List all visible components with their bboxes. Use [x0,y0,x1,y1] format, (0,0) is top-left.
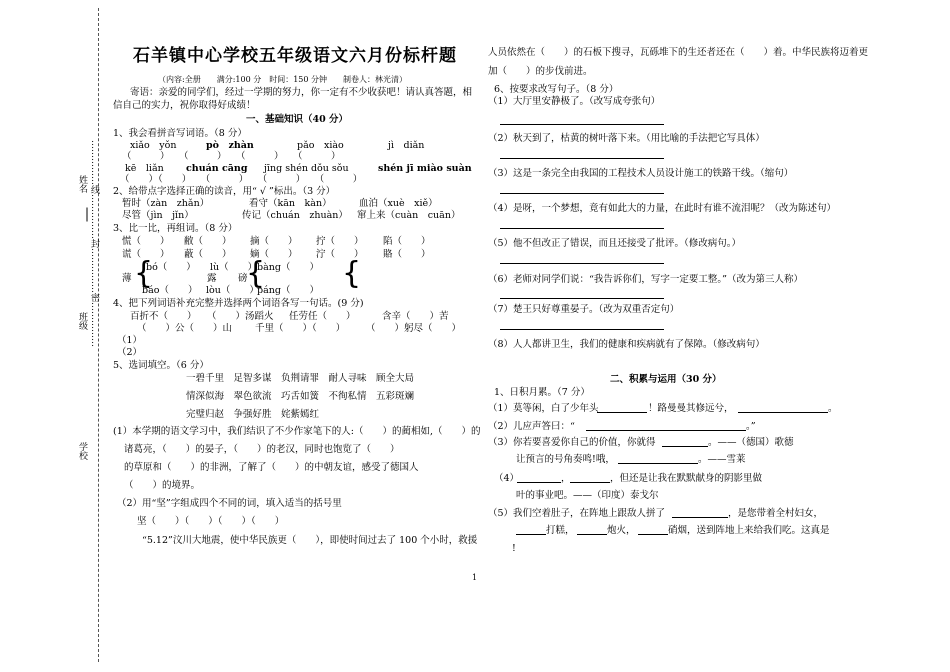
r1-text: ! [512,543,516,554]
fill-blank [662,446,708,447]
q5-paragraph: “5.12”汶川大地震，使中华民族更（ ），即使时间过去了 100 个小时，救援 [142,535,478,546]
q1-pinyin: shén jī miào suàn [378,163,472,174]
q5-jian-brackets: 坚（ ）（ ）（ ）（ ） [137,516,285,527]
class-label: 班级 [77,312,87,330]
fill-blank [618,463,698,464]
seal-text: ……………线……………封……………密…………… [89,140,99,347]
q5-title: 5、选词填空。（6 分） [113,360,209,371]
answer-line [500,124,664,125]
q2-item: 窜上来（cuàn cuān） [357,210,461,221]
q1-pinyin: chuán cāng [186,163,248,174]
q1-pinyin: pò zhàn [206,140,254,151]
q6-item: （6）老师对同学们说：“我告诉你们，写字一定要工整。”（改为第三人称） [488,274,804,285]
r1-text: （5）我们空着肚子，在阵地上跟敌人拼了 [488,508,666,519]
q3-poly-reading: lòu（ ） [206,285,259,296]
q4-item: 任劳任（ ） [289,311,356,322]
r1-text: 炮火， [607,525,636,536]
q3-item: 蔽（ ） [184,249,232,260]
part1-heading: 一、基础知识（40 分） [246,114,349,125]
q3-poly-char: 露 [207,273,217,284]
r1-text: 叶的事业吧。——（印度）泰戈尔 [516,490,659,501]
r1-text: （2）儿应声答曰：“ [488,421,575,432]
q3-item: 摘（ ） [250,236,298,247]
r1-text: ！路曼曼其修远兮， [648,403,734,414]
fill-blank [672,517,728,518]
q6-item: （2）秋天到了，枯黄的树叶落下来。（用比喻的手法把它写具体） [488,133,765,144]
fill-blank [638,534,668,535]
greeting-line-1: 寄语：亲爱的同学们，经过一学期的努力，你一定有不少收获吧！请认真答题，相 [130,87,473,98]
q6-item: （3）这是一条完全由我国的工程技术人员设计施工的铁路干线。（缩句） [488,168,794,179]
q3-item: 慌（ ） [122,236,170,247]
q4-item: （ ）公（ ）山 [137,323,233,334]
page-title: 石羊镇中心学校五年级语文六月份标杆题 [133,46,457,66]
r1-text: 让预言的号角奏鸣!哦， [516,454,615,465]
answer-line [500,228,664,229]
continued-text: 人员依然在（ ）的石板下搜寻，瓦砾堆下的生还者还在（ ）着。中华民族将迈着更 [488,47,869,58]
r1-text: ， [561,473,571,484]
school-label: 学校 [77,442,87,460]
q4-item: （ ）躬尽（ ） [366,323,462,334]
q5-paragraph: (1）本学期的语文学习中，我们结识了不少作家笔下的人:（ ）的蔺相如,（ ）的 [113,426,481,437]
r1-text: （4） [494,473,520,484]
part2-heading: 二、积累与运用（30 分） [610,374,722,385]
answer-line [500,158,664,159]
q6-item: （1）大厅里安静极了。（改写成夸张句） [488,96,661,107]
fill-blank [597,412,647,413]
q3-item: 嫡（ ） [250,249,298,260]
q3-item: 谎（ ） [122,249,170,260]
q3-poly-reading: báo（ ） [142,285,198,296]
fill-blank [577,534,607,535]
q2-item: 传记（chuán zhuàn） [242,210,348,221]
q1-pinyin: kē liǎn [125,163,164,174]
q6-item: （4）是呀，一个梦想，竟有如此大的力量，在此时有谁不流泪呢？（改为陈述句） [488,203,837,214]
r1-title: 1、日积月累。（7 分） [494,387,590,398]
q6-item: （5）他不但改正了错误，而且还接受了批评。（修改病句。） [488,238,742,249]
fill-blank [738,412,828,413]
q6-item: （7）楚王只好尊重晏子。（改为双重否定句） [488,304,680,315]
q5-paragraph: 的草原和（ ）的非洲，了解了（ ）的中朝友谊，感受了德国人 [124,462,419,473]
exam-meta: （内容:全册 满分:100 分 时间：150 分钟 制卷人：林光清） [158,75,408,84]
q5-paragraph: 诸葛亮，（ ）的晏子，（ ）的老汉，同时也饱览了（ ） [124,444,400,455]
q3-title: 3、比一比，再组词。（8 分） [113,223,238,234]
answer-line [500,193,664,194]
q4-item: 百折不（ ） [130,311,197,322]
q4-sentence-2: （2） [117,347,143,358]
answer-line [500,263,664,264]
q1-pinyin: jì diǎn [388,140,425,151]
q3-poly-reading: bàng（ ） [257,262,319,273]
r1-text: 。——（德国）歌德 [708,437,794,448]
q4-item: 千里（ ）（ ） [255,323,346,334]
q2-item: 看守（kān kàn） [249,198,332,209]
fill-blank [516,534,546,535]
q3-poly-reading: páng（ ） [257,285,319,296]
q1-pinyin: pǎo xiào [297,140,344,151]
q3-item: 拧（ ） [316,236,364,247]
q4-title: 4、把下列词语补充完整并选择两个词语各写一句话。(9 分) [113,298,364,309]
q3-poly-reading: bó（ ） [146,262,196,273]
q3-item: 陷（ ） [383,236,431,247]
q3-item: 敝（ ） [184,236,232,247]
q6-item: （8）人人都讲卫生，我们的健康和疾病就有了保障。（修改病句） [488,339,765,350]
q5-word-bank: 完璧归赵 争强好胜 姹紫嫣红 [186,409,320,420]
q4-item: 含辛（ ）苦 [382,311,449,322]
name-label: 姓名 [77,175,87,193]
q3-poly-char: 薄 [122,273,132,284]
answer-line [500,329,664,330]
r1-text: （3）你若要喜爱你自己的价值，你就得 [488,437,656,448]
fill-blank [517,482,561,483]
r1-text: （1）莫等闲，白了少年头 [488,403,599,414]
fill-blank [570,482,610,483]
q2-item: 血泊（xuè xiě） [359,198,438,209]
q1-answer-brackets: （ ）（ ） （ ） （ ） （ ） [120,174,363,185]
r1-text: 打糕， [546,525,575,536]
q3-item: 賂（ ） [383,249,431,260]
q2-item: 尽管（jìn jǐn） [122,210,194,221]
r1-text: 。” [746,421,756,432]
q5-word-bank: 情深似海 翠色欲流 巧舌如簧 不徇私情 五彩斑斓 [186,391,415,402]
q1-answer-brackets: （ ） （ ） （ ） （ ） [122,151,341,162]
q3-poly-reading: lù（ ） [210,262,258,273]
fill-blank [586,430,746,431]
q5-sub-title: （2）用“坚”字组成四个不同的词，填入适当的括号里 [117,498,342,509]
brace-icon: { [342,256,362,291]
answer-line [500,298,664,299]
brace-icon: { [246,256,266,291]
q5-word-bank: 一碧千里 足智多谋 负荆请罪 耐人寻味 顾全大局 [186,373,415,384]
q6-title: 6、按要求改写句子。（8 分） [494,84,619,95]
q2-item: 暂时（zàn zhǎn） [122,198,210,209]
name-blank [87,208,88,222]
r1-text: 。 [828,403,838,414]
q4-item: （ ）汤蹈火 [207,311,274,322]
r1-text: 。——雪莱 [698,454,746,465]
r1-text: ，是您带着全村妇女， [728,508,824,519]
q3-item: 泞（ ） [316,249,364,260]
q1-pinyin: jīng shén dǒu sǒu [264,163,349,174]
q4-sentence-1: （1） [117,335,143,346]
page-number: 1 [472,573,478,582]
q3-poly-char: 磅 [238,273,248,284]
q1-title: 1、我会看拼音写词语。（8 分） [113,128,247,139]
r1-text: ，但还是让我在默默献身的阴影里做 [610,473,763,484]
greeting-line-2: 信自己的实力，祝你取得好成绩！ [113,100,256,111]
brace-icon: { [134,256,154,291]
continued-text: 加（ ）的步伐前进。 [488,66,593,77]
r1-text: 硝烟，送到阵地上来给我们吃。这真是 [668,525,830,536]
q2-title: 2、给带点字选择正确的读音，用“ √ ”标出。（3 分） [113,186,336,197]
q1-pinyin: xiǎo yǒn [130,140,177,151]
q5-paragraph: （ ）的境界。 [124,480,201,491]
